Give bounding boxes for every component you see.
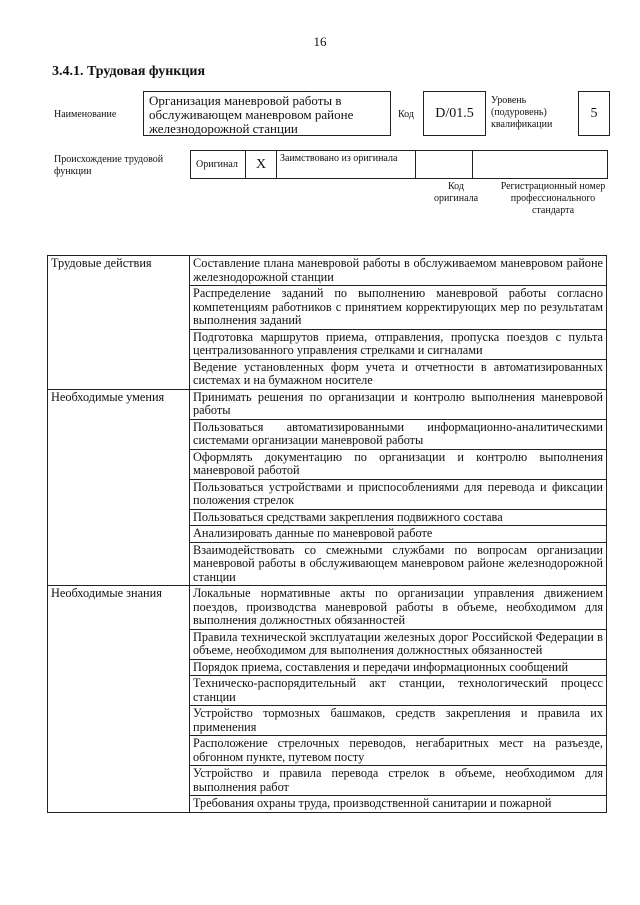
item-cell: Ведение установленных форм учета и отчетности в автоматизированных системах и на бумажном носителе xyxy=(190,359,607,389)
item-cell: Пользоваться устройствами и приспособлениями для перевода и фиксации положения стрелок xyxy=(190,479,607,509)
item-cell: Пользоваться средствами закрепления подвижного состава xyxy=(190,509,607,526)
item-cell: Взаимодействовать со смежными службами по вопросам организации маневровой работы в обслуживающем маневровом районе железнодорожной станции xyxy=(190,542,607,586)
name-label: Наименование xyxy=(54,109,117,120)
page-number: 16 xyxy=(313,34,327,49)
original-mark: X xyxy=(255,156,267,172)
table-row xyxy=(48,389,607,419)
code-caption: Код оригинала xyxy=(433,181,479,204)
code-value: D/01.5 xyxy=(435,105,474,121)
original-code-cell xyxy=(415,150,473,179)
section-title: 3.4.1. Трудовая функция xyxy=(52,64,206,79)
origin-row xyxy=(190,150,610,179)
item-cell: Требования охраны труда, производственной санитарии и пожарной xyxy=(190,796,607,813)
table-row xyxy=(48,256,607,286)
item-cell: Пользоваться автоматизированными информационно-аналитическими системами организации маневровой работы xyxy=(190,419,607,449)
level-value: 5 xyxy=(590,105,598,121)
item-cell: Принимать решения по организации и контролю выполнения маневровой работы xyxy=(190,389,607,419)
item-cell: Техническо-распорядительный акт станции, технологический процесс станции xyxy=(190,676,607,706)
registration-caption: Регистрационный номер профессионального стандарта xyxy=(500,181,606,216)
level-label: Уровень (подуровень) квалификации xyxy=(491,95,553,130)
category-cell: Необходимые умения xyxy=(48,389,190,586)
item-cell: Составление плана маневровой работы в обслуживаемом маневровом районе железнодорожной станции xyxy=(190,256,607,286)
item-cell: Устройство тормозных башмаков, средств закрепления и правила их применения xyxy=(190,706,607,736)
registration-number-cell xyxy=(472,150,608,179)
item-cell: Порядок приема, составления и передачи информационных сообщений xyxy=(190,659,607,676)
item-cell: Оформлять документацию по организации и контролю выполнения маневровой работой xyxy=(190,449,607,479)
item-cell: Распределение заданий по выполнению маневровой работы согласно компетенциям работников с принятием корректирующих мер по результатам выполнения заданий xyxy=(190,286,607,330)
labor-function-table-body xyxy=(48,256,607,813)
borrowed-cell xyxy=(276,150,416,179)
original-label: Оригинал xyxy=(196,159,238,170)
function-name-box xyxy=(143,91,391,136)
code-label: Код xyxy=(398,109,414,120)
item-cell: Расположение стрелочных переводов, негабаритных мест на разъезде, обгонном пункте, путевом посту xyxy=(190,736,607,766)
item-cell: Подготовка маршрутов приема, отправления, пропуска поездов с пульта централизованного управления стрелками и сигналами xyxy=(190,329,607,359)
item-cell: Устройство и правила перевода стрелок в объеме, необходимом для выполнения работ xyxy=(190,766,607,796)
function-name-value: Организация маневровой работы в обслуживающем маневровом районе железнодорожной станции xyxy=(149,93,354,136)
origin-label: Происхождение трудовой функции xyxy=(54,154,164,177)
item-cell: Локальные нормативные акты по организации управления движением поездов, производства маневровой работы в объеме, необходимом для выполнения должностных обязанностей xyxy=(190,586,607,630)
level-box xyxy=(578,91,610,136)
labor-function-table xyxy=(47,255,607,813)
original-mark-cell xyxy=(245,150,277,179)
borrowed-label: Заимствовано из оригинала xyxy=(280,153,398,164)
item-cell: Анализировать данные по маневровой работе xyxy=(190,526,607,543)
category-cell: Необходимые знания xyxy=(48,586,190,813)
table-row xyxy=(48,586,607,630)
original-cell xyxy=(190,150,246,179)
category-cell: Трудовые действия xyxy=(48,256,190,390)
item-cell: Правила технической эксплуатации железных дорог Российской Федерации в объеме, необходимом для выполнения должностных обязанностей xyxy=(190,629,607,659)
code-box xyxy=(423,91,486,136)
